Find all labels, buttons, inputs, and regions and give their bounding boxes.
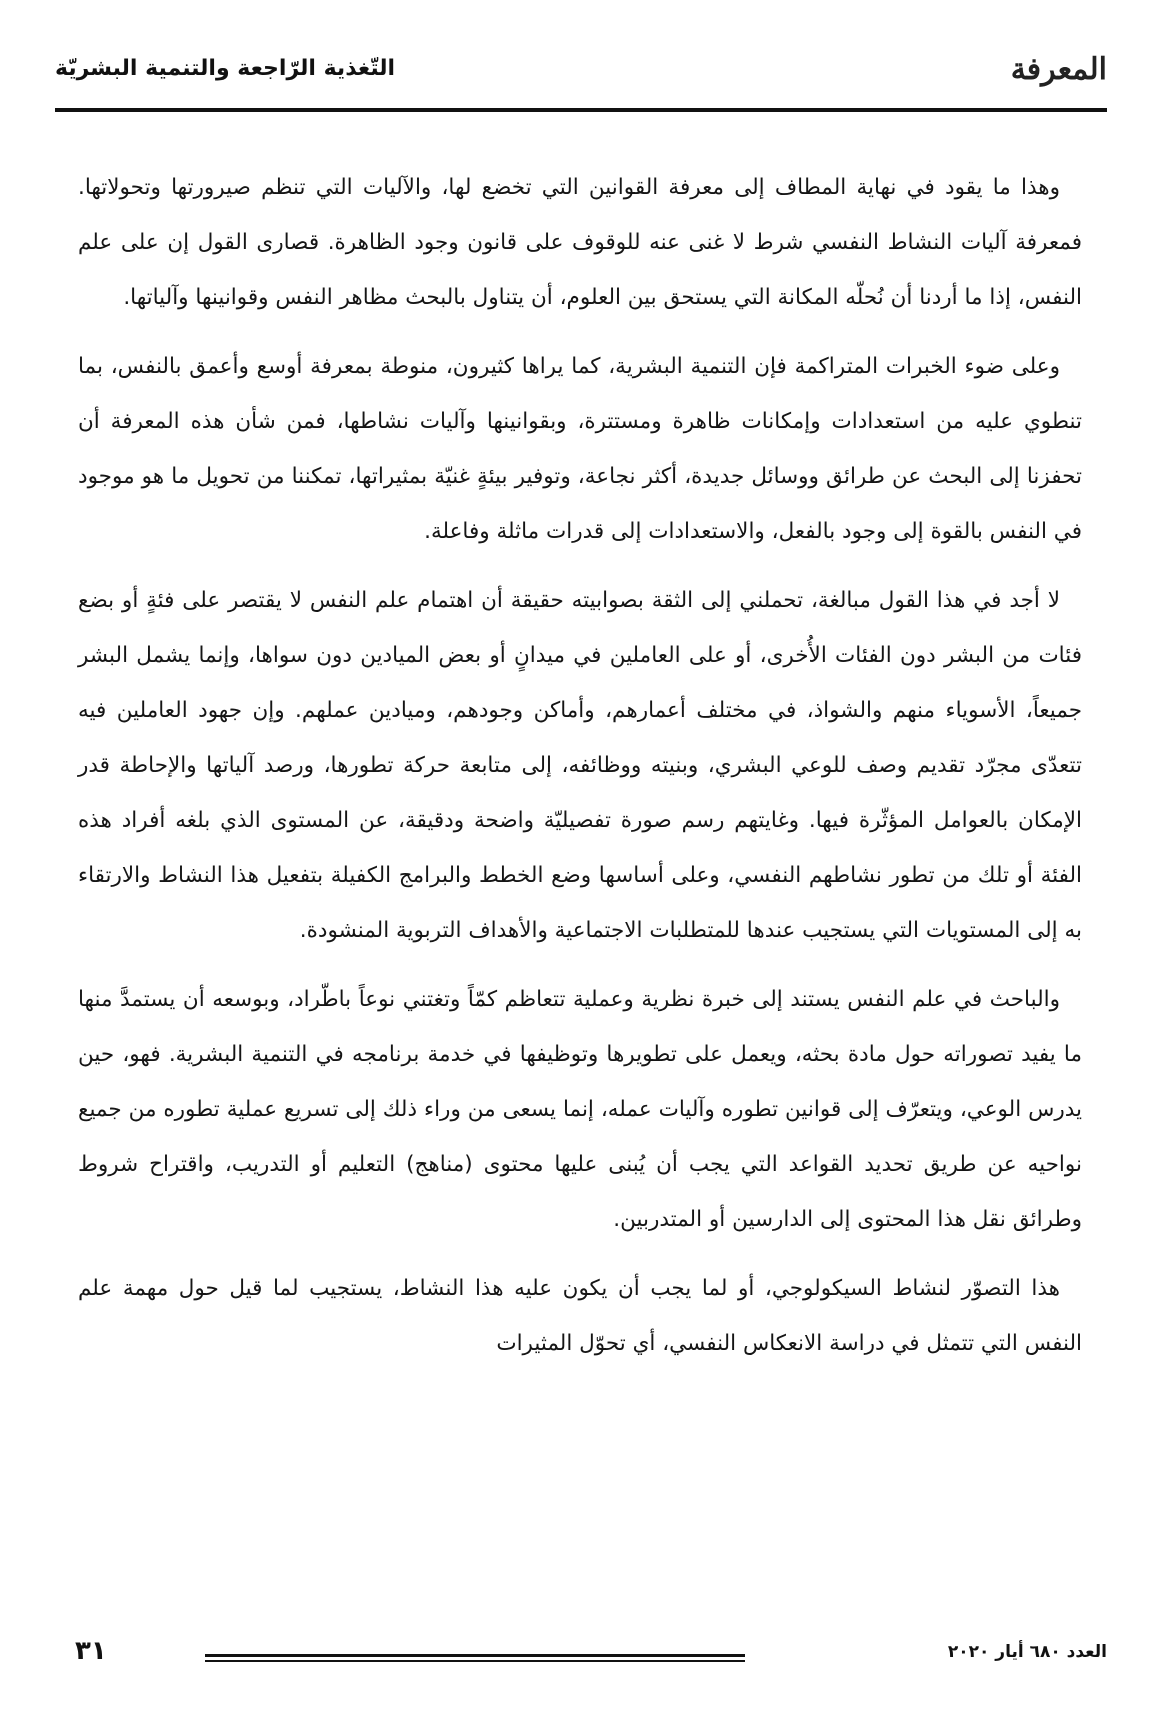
magazine-logo: المعرفة [1010, 52, 1107, 87]
header-divider [55, 108, 1107, 112]
page-footer [55, 1636, 1107, 1680]
running-title: التّغذية الرّاجعة والتنمية البشريّة [55, 56, 396, 81]
paragraph-4: والباحث في علم النفس يستند إلى خبرة نظرية وعملية تتعاظم كمّاً وتغتني نوعاً باطّراد، وبوسعه أن يستمدَّ منها ما يفيد تصوراته حول مادة بحثه، ويعمل على تطويرها وتوظيفها في خدمة برنامجه في التنمية البشرية. فهو، حين يدرس الوعي، ويتعرّف إلى قوانين تطوره وآليات عمله، إنما يسعى من وراء ذلك إلى تسريع عملية تطوره من جميع نواحيه عن طريق تحديد القواعد التي يجب أن يُبنى عليها محتوى (مناهج) التعليم أو التدريب، واقتراح شروط وطرائق نقل هذا المحتوى إلى الدارسين أو المتدربين. [78, 987, 1082, 1232]
paragraph-5: هذا التصوّر لنشاط السيكولوجي، أو لما يجب أن يكون عليه هذا النشاط، يستجيب لما قيل حول مهمة علم النفس التي تتمثل في دراسة الانعكاس النفسي، أي تحوّل المثيرات [78, 1276, 1082, 1356]
page-number: ٣١ [75, 1636, 107, 1666]
paragraph-3: لا أجد في هذا القول مبالغة، تحملني إلى الثقة بصوابيته حقيقة أن اهتمام علم النفس لا يقتصر على فئةٍ أو بضع فئات من البشر دون الفئات الأُخرى، أو على العاملين في ميدانٍ أو بعض الميادين دون سواها، وإنما يشمل البشر جميعاً، الأسوياء منهم والشواذ، في مختلف أعمارهم، وأماكن وجودهم، وميادين عملهم. وإن جهود العاملين فيه تتعدّى مجرّد تقديم وصف للوعي البشري، وبنيته ووظائفه، إلى متابعة حركة تطورها، ورصد آلياتها والإحاطة قدر الإمكان بالعوامل المؤثّرة فيها. وغايتهم رسم صورة تفصيليّة واضحة ودقيقة، عن المستوى الذي بلغه أفراد هذه الفئة أو تلك من تطور نشاطهم النفسي، وعلى أساسها وضع الخطط والبرامج الكفيلة بتفعيل هذا النشاط والارتقاء به إلى المستويات التي يستجيب عندها للمتطلبات الاجتماعية والأهداف التربوية المنشودة. [78, 588, 1082, 943]
footer-divider-thin [205, 1660, 745, 1662]
page-header [55, 48, 1107, 102]
paragraph-2: وعلى ضوء الخبرات المتراكمة فإن التنمية البشرية، كما يراها كثيرون، منوطة بمعرفة أوسع وأعمق بالنفس، بما تنطوي عليه من استعدادات وإمكانات ظاهرة ومستترة، وبقوانينها وآليات نشاطها، فمن شأن هذه المعرفة أن تحفزنا إلى البحث عن طرائق ووسائل جديدة، أكثر نجاعة، وتوفير بيئةٍ غنيّة بمثيراتها، تمكننا من تحويل ما هو موجود في النفس بالقوة إلى وجود بالفعل، والاستعدادات إلى قدرات ماثلة وفاعلة. [78, 354, 1082, 544]
issue-info: العدد ٦٨٠ أيار ٢٠٢٠ [947, 1642, 1107, 1662]
paragraph-1: وهذا ما يقود في نهاية المطاف إلى معرفة القوانين التي تخضع لها، والآليات التي تنظم صيرورتها وتحولاتها. فمعرفة آليات النشاط النفسي شرط لا غنى عنه للوقوف على قانون وجود الظاهرة. قصارى القول إن على علم النفس، إذا ما أردنا أن نُحلّه المكانة التي يستحق بين العلوم، أن يتناول بالبحث مظاهر النفس وقوانينها وآلياتها. [78, 175, 1082, 310]
article-body [78, 160, 1082, 1385]
footer-divider [205, 1654, 745, 1657]
